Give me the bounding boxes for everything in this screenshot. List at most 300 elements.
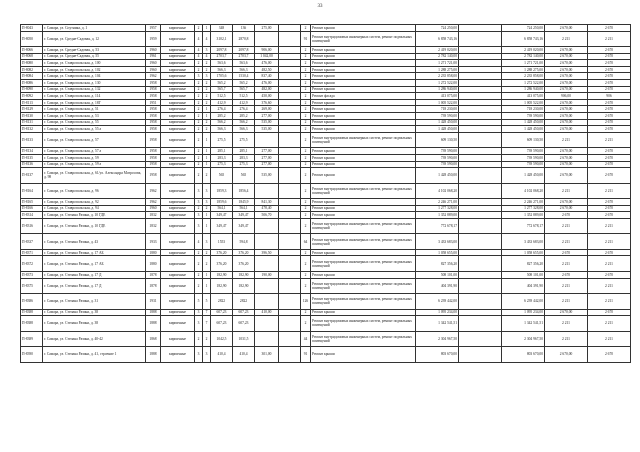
total-area-cell: 1553 [211,234,233,250]
count-cell: 64 [301,234,311,250]
address-cell: г. Самара, ул. Ставропольская, д. 59 [43,154,146,161]
subsidy-cell [459,183,502,199]
year-cell: 1958 [146,148,161,155]
table-row [21,168,631,184]
address-cell: г. Самара, ул. Ставропольская, д. 132 [43,86,146,93]
floors-cell: 2 [195,66,203,73]
work-type-cell: Ремонт крыши [311,199,416,206]
total-area-cell: 283,3 [211,154,233,161]
entrances-cell: 3 [203,347,211,363]
total-area-cell: 564,1 [211,205,233,212]
cost-cell: 3 433 683,00 [416,234,459,250]
table-row [21,271,631,278]
max-price-cell: 2 670 [588,66,631,73]
material-cell: кирпичные [161,86,195,93]
address-cell: г. Самара, ул. Средне-Садовая, д. 55 [43,53,146,60]
material-cell: кирпичные [161,294,195,310]
max-price-cell: 2 211 [588,278,631,294]
table-row [21,331,631,347]
count-cell: 2 [301,126,311,133]
total-cost-cell: 1 058 655,00 [502,249,545,256]
total-cost-cell: 1 005 522,00 [502,99,545,106]
total-cost-cell: 739 590,00 [502,148,545,155]
year-cell: 1958 [146,119,161,126]
living-area-cell: 1031,5 [233,331,255,347]
subsidy-cell [459,256,502,272]
max-price-cell: 2 211 [588,331,631,347]
table-row [21,154,631,161]
total-cost-cell: 1 428 450,00 [502,126,545,133]
material-cell: кирпичные [161,148,195,155]
unit-price-cell: 2 211 [545,31,588,47]
max-price-cell: 2 670 [588,347,631,363]
entrances-cell: 1 [203,148,211,155]
id-cell: П-8080 [21,60,43,67]
floors-cell: 4 [195,31,203,47]
living-area-cell: 607,23 [233,309,255,316]
floors-cell: 3 [195,73,203,80]
id-cell: П-8136 [21,161,43,168]
id-cell: П-8165 [21,199,43,206]
table-row [21,256,631,272]
floors-cell: 2 [195,154,203,161]
repair-program-table [20,24,631,363]
entrances-cell: 2 [203,60,211,67]
address-cell: г. Самара, ул. Степана Разина, д. 17 Д [43,271,146,278]
id-cell: П-8134 [21,148,43,155]
living-area-cell: 276,4 [233,106,255,113]
work-type-cell: Ремонт внутридомовых инженерных систем, ремонт подвальных помещений [311,183,416,199]
address-cell: г. Самара, ул. Степана Разина, д. 41, строение 1 [43,347,146,363]
floors-cell: 2 [195,331,203,347]
year-cell: 1888 [146,309,161,316]
floors-cell: 2 [195,119,203,126]
total-area-cell: 2097,8 [211,47,233,54]
floors-cell: 2 [195,132,203,148]
roof-area-cell: 396,50 [255,249,279,256]
unit-price-cell: 2 670,00 [545,347,588,363]
living-area-cell: 285,1 [233,148,255,155]
cost-cell: 508 101,00 [416,271,459,278]
cost-cell: 413 075,00 [416,93,459,100]
year-cell: 1958 [146,161,161,168]
roof-area-cell [255,278,279,294]
floors-cell: 2 [195,271,203,278]
table-row [21,99,631,106]
id-cell: П-8082 [21,66,43,73]
blank-cell [279,60,301,67]
address-cell: г. Самара, ул. Ставропольская, д. 94 [43,205,146,212]
roof-area-cell: 478,40 [255,205,279,212]
living-area-cell: 594,8 [233,234,255,250]
roof-area-cell: 841,30 [255,199,279,206]
cost-cell: 404 391,90 [416,278,459,294]
entrances-cell: 2 [203,256,211,272]
entrances-cell: 1 [203,218,211,234]
living-area-cell: 563,6 [233,60,255,67]
max-price-cell: 2 211 [588,294,631,310]
total-cost-cell: 413 075,00 [502,93,545,100]
cost-cell: 739 590,00 [416,148,459,155]
work-type-cell: Ремонт крыши [311,161,416,168]
work-type-cell: Ремонт крыши [311,168,416,184]
subsidy-cell [459,106,502,113]
work-type-cell: Ремонт крыши [311,126,416,133]
address-cell: г. Самара, ул. Ставропольская, д. 100 [43,60,146,67]
floors-cell: 4 [195,53,203,60]
subsidy-cell [459,73,502,80]
unit-price-cell: 2 670,00 [545,205,588,212]
roof-area-cell [255,132,279,148]
year-cell: 1962 [146,73,161,80]
material-cell: кирпичные [161,106,195,113]
cost-cell: 1 271 721,00 [416,60,459,67]
total-area-cell: 566,3 [211,126,233,133]
material-cell: кирпичные [161,347,195,363]
year-cell: 1888 [146,316,161,332]
work-type-cell: Ремонт внутридомовых инженерных систем, ремонт подвальных помещений [311,316,416,332]
count-cell: 2 [301,119,311,126]
entrances-cell: 3 [203,199,211,206]
work-type-cell: Ремонт крыши [311,25,416,32]
work-type-cell: Ремонт крыши [311,86,416,93]
blank-cell [279,256,301,272]
material-cell: кирпичные [161,126,195,133]
id-cell: П-8389 [21,331,43,347]
subsidy-cell [459,86,502,93]
address-cell: г. Самара, ул. Ставропольская, д. 92 [43,199,146,206]
subsidy-cell [459,271,502,278]
living-area-cell: 182,90 [233,278,255,294]
count-cell: 2 [301,47,311,54]
id-cell: П-8375 [21,278,43,294]
total-area-cell: 565,7 [211,86,233,93]
work-type-cell: Ремонт крыши [311,249,416,256]
floors-cell: 2 [195,60,203,67]
unit-price-cell: 906,00 [545,93,588,100]
material-cell: кирпичные [161,119,195,126]
count-cell: 2 [301,106,311,113]
id-cell: П-8135 [21,154,43,161]
material-cell: кирпичные [161,66,195,73]
entrances-cell: 2 [203,93,211,100]
living-area-cell: 2822 [233,294,255,310]
roof-area-cell: 277,00 [255,161,279,168]
roof-area-cell: 906,00 [255,47,279,54]
subsidy-cell [459,331,502,347]
id-cell: П-8084 [21,73,43,80]
blank-cell [279,80,301,87]
year-cell: 1832 [146,212,161,219]
subsidy-cell [459,161,502,168]
id-cell: П-8130 [21,113,43,120]
year-cell: 1961 [146,53,161,60]
total-cost-cell: 1 342 541,51 [502,316,545,332]
max-price-cell: 2 670 [588,249,631,256]
material-cell: кирпичные [161,183,195,199]
table-row [21,126,631,133]
work-type-cell: Ремонт внутридомовых инженерных систем, ремонт подвальных помещений [311,234,416,250]
entrances-cell: 4 [203,31,211,47]
cost-cell: 724 250,00 [416,25,459,32]
cost-cell: 718 230,00 [416,106,459,113]
roof-area-cell: 277,00 [255,154,279,161]
total-cost-cell: 772 678,17 [502,218,545,234]
table-row [21,148,631,155]
subsidy-cell [459,99,502,106]
cost-cell: 1 095 234,00 [416,309,459,316]
table-row [21,199,631,206]
year-cell: 1951 [146,99,161,106]
blank-cell [279,113,301,120]
work-type-cell: Ремонт внутридомовых инженерных систем, ремонт подвальных помещений [311,331,416,347]
total-area-cell: 1859,6 [211,199,233,206]
cost-cell: 739 590,00 [416,113,459,120]
year-cell: 1878 [146,271,161,278]
entrances-cell: 1 [203,154,211,161]
entrances-cell: 3 [203,47,211,54]
max-price-cell: 2 670 [588,53,631,60]
total-area-cell: 512,5 [211,93,233,100]
roof-area-cell: 277,00 [255,113,279,120]
work-type-cell: Ремонт крыши [311,53,416,60]
count-cell: 2 [301,183,311,199]
year-cell: 1958 [146,154,161,161]
total-area-cell: 275,5 [211,132,233,148]
floors-cell: 2 [195,205,203,212]
unit-price-cell: 2 670 [545,271,588,278]
table-row [21,25,631,32]
total-area-cell: 566,2 [211,119,233,126]
subsidy-cell [459,132,502,148]
total-area-cell: 276,4 [211,106,233,113]
blank-cell [279,294,301,310]
material-cell: кирпичные [161,218,195,234]
year-cell: 1957 [146,25,161,32]
floors-cell: 5 [195,294,203,310]
total-area-cell: 565 [211,168,233,184]
unit-price-cell: 2 670,00 [545,80,588,87]
count-cell: 91 [301,347,311,363]
total-cost-cell: 1 277 328,00 [502,205,545,212]
table-row [21,205,631,212]
total-area-cell: 285,1 [211,148,233,155]
max-price-cell: 2 670 [588,212,631,219]
count-cell: 91 [301,31,311,47]
work-type-cell: Ремонт крыши [311,119,416,126]
max-price-cell: 2 670 [588,309,631,316]
year-cell: 1868 [146,331,161,347]
material-cell: кирпичные [161,212,195,219]
id-cell: П-8166 [21,205,43,212]
unit-price-cell: 2 211 [545,331,588,347]
material-cell: кирпичные [161,93,195,100]
entrances-cell: 3 [203,183,211,199]
material-cell: кирпичные [161,60,195,67]
blank-cell [279,218,301,234]
subsidy-cell [459,199,502,206]
address-cell: г. Самара, ул. Степана Разина, д. 38 [43,316,146,332]
table-row [21,249,631,256]
floors-cell: 2 [195,148,203,155]
roof-area-cell: 275,00 [255,25,279,32]
table-row [21,31,631,47]
id-cell: П-8390 [21,347,43,363]
id-cell: П-8337 [21,234,43,250]
total-cost-cell: 404 391,90 [502,278,545,294]
unit-price-cell: 2 670,00 [545,25,588,32]
total-area-cell: 1859,3 [211,183,233,199]
work-type-cell: Ремонт внутридомовых инженерных систем, ремонт подвальных помещений [311,218,416,234]
count-cell: 2 [301,148,311,155]
unit-price-cell: 2 211 [545,218,588,234]
material-cell: кирпичные [161,316,195,332]
id-cell: П-8133 [21,132,43,148]
material-cell: кирпичные [161,234,195,250]
unit-price-cell: 2 670,00 [545,119,588,126]
total-area-cell: 1042,5 [211,331,233,347]
living-area-cell: 376,20 [233,256,255,272]
unit-price-cell: 2 670,00 [545,309,588,316]
max-price-cell: 2 670 [588,80,631,87]
entrances-cell: 1 [203,113,211,120]
roof-area-cell: 190,00 [255,271,279,278]
living-area-cell: 283,3 [233,154,255,161]
max-price-cell: 2 670 [588,25,631,32]
roof-area-cell: 376,60 [255,99,279,106]
total-cost-cell: 2 419 020,00 [502,47,545,54]
address-cell: г. Самара, ул. Степана Разина, д. 43 [43,234,146,250]
living-area-cell: 564,1 [233,205,255,212]
unit-price-cell: 2 211 [545,278,588,294]
cost-cell: 609 130,50 [416,132,459,148]
floors-cell: 3 [195,183,203,199]
floors-cell: 4 [195,47,203,54]
material-cell: кирпичные [161,132,195,148]
living-area-cell: 565,7 [233,86,255,93]
table-row [21,309,631,316]
total-cost-cell: 1 428 450,00 [502,168,545,184]
id-cell: П-8092 [21,93,43,100]
total-cost-cell: 2 304 967,50 [502,331,545,347]
blank-cell [279,234,301,250]
cost-cell: 1 286 940,00 [416,86,459,93]
total-area-cell: 565,2 [211,80,233,87]
count-cell: 2 [301,80,311,87]
work-type-cell: Ремонт крыши [311,60,416,67]
total-area-cell: 3102,1 [211,31,233,47]
count-cell: 2 [301,218,311,234]
floors-cell: 2 [195,86,203,93]
work-type-cell: Ремонт фасада [311,93,416,100]
blank-cell [279,331,301,347]
unit-price-cell: 2 211 [545,234,588,250]
material-cell: кирпичные [161,278,195,294]
id-cell: П-8090 [21,86,43,93]
blank-cell [279,316,301,332]
unit-price-cell: 2 670,00 [545,53,588,60]
floors-cell: 2 [195,80,203,87]
count-cell: 2 [301,99,311,106]
floors-cell: 2 [195,106,203,113]
cost-cell: 2 246 271,00 [416,199,459,206]
floors-cell: 3 [195,316,203,332]
roof-area-cell: 450,00 [255,93,279,100]
subsidy-cell [459,93,502,100]
floors-cell: 3 [195,347,203,363]
max-price-cell: 2 670 [588,47,631,54]
subsidy-cell [459,294,502,310]
cost-cell: 1 005 522,00 [416,99,459,106]
entrances-cell: 1 [203,161,211,168]
floors-cell: 2 [195,278,203,294]
max-price-cell: 2 211 [588,183,631,199]
year-cell: 1933 [146,234,161,250]
count-cell: 126 [301,294,311,310]
max-price-cell: 2 670 [588,168,631,184]
material-cell: кирпичные [161,161,195,168]
unit-price-cell: 2 670,00 [545,148,588,155]
subsidy-cell [459,154,502,161]
blank-cell [279,309,301,316]
total-area-cell: 285,2 [211,113,233,120]
address-cell: г. Самара, ул. Степана Разина, д. 10 ГДЕ [43,212,146,219]
work-type-cell: Ремонт внутридомовых инженерных систем, ремонт подвальных помещений [311,132,416,148]
work-type-cell: Ремонт внутридомовых инженерных систем, ремонт подвальных помещений [311,294,416,310]
roof-area-cell [255,218,279,234]
floors-cell: 2 [195,99,203,106]
blank-cell [279,199,301,206]
max-price-cell: 2 670 [588,106,631,113]
total-area-cell: 1705,6 [211,73,233,80]
total-cost-cell: 827 356,20 [502,256,545,272]
address-cell: г. Самара, ул. Средне-Садовая, д. 12 [43,31,146,47]
id-cell: П-8131 [21,119,43,126]
count-cell: 2 [301,154,311,161]
living-area-cell: 410,4 [233,347,255,363]
blank-cell [279,99,301,106]
address-cell: г. Самара, ул. Ставропольская, д. 104 [43,73,146,80]
work-type-cell: Ремонт крыши [311,309,416,316]
total-cost-cell: 6 239 442,00 [502,294,545,310]
unit-price-cell: 2 670,00 [545,168,588,184]
material-cell: кирпичные [161,168,195,184]
living-area-cell: 349,47 [233,212,255,219]
subsidy-cell [459,278,502,294]
id-cell: П-8086 [21,80,43,87]
unit-price-cell: 2 670,00 [545,99,588,106]
work-type-cell: Ремонт крыши [311,113,416,120]
address-cell: г. Самара, ул. Ставропольская, д. 61/ул. Александра Матросова, д. 98 [43,168,146,184]
living-area-cell: 412,9 [233,99,255,106]
material-cell: кирпичные [161,256,195,272]
max-price-cell: 2 670 [588,113,631,120]
address-cell: г. Самара, ул. Ставропольская, д. 102 [43,66,146,73]
blank-cell [279,73,301,80]
total-area-cell: 607,23 [211,309,233,316]
entrances-cell: 5 [203,294,211,310]
roof-area-cell: 535,00 [255,168,279,184]
table-row [21,132,631,148]
unit-price-cell: 2 211 [545,316,588,332]
year-cell: 1958 [146,126,161,133]
entrances-cell: 2 [203,205,211,212]
work-type-cell: Ремонт крыши [311,212,416,219]
cost-cell: 1 277 328,00 [416,205,459,212]
entrances-cell: 2 [203,99,211,106]
blank-cell [279,119,301,126]
subsidy-cell [459,47,502,54]
